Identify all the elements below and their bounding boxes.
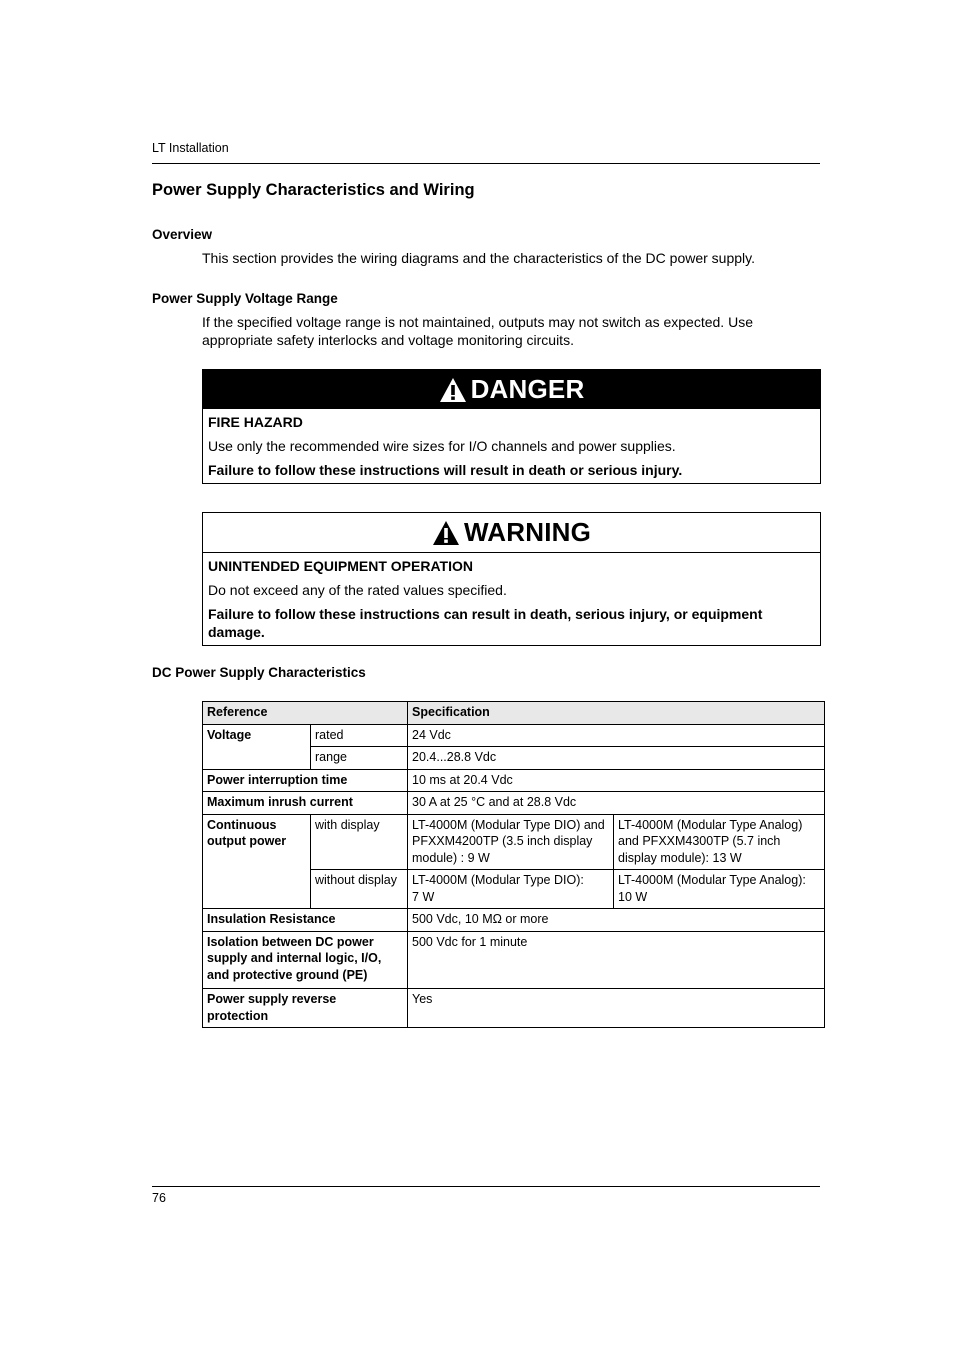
voltage-rated-value: 24 Vdc xyxy=(408,724,825,747)
with-display-dio-line-2: PFXXM4200TP (3.5 inch display xyxy=(412,834,593,848)
table-row xyxy=(203,931,825,989)
without-display-analog-line-2: 10 W xyxy=(618,889,648,904)
without-display-dio-line-2: 7 W xyxy=(412,889,435,904)
reverse-value: Yes xyxy=(408,989,825,1028)
without-display-analog-value xyxy=(614,870,825,909)
inrush-value: 30 A at 25 °C and at 28.8 Vdc xyxy=(408,792,825,815)
warning-consequence xyxy=(208,605,815,641)
col-reference: Reference xyxy=(203,702,408,725)
warning-header xyxy=(203,513,820,553)
table-row xyxy=(203,792,825,815)
danger-hazard-title: FIRE HAZARD xyxy=(208,414,303,430)
isolation-label-line-1: Isolation between DC power xyxy=(207,934,374,949)
danger-header xyxy=(203,370,820,409)
warning-triangle-icon xyxy=(432,520,460,546)
warning-label: WARNING xyxy=(463,517,592,547)
table-row xyxy=(203,989,825,1028)
danger-text: Use only the recommended wire sizes for I/O channels and power supplies. xyxy=(208,438,676,454)
isolation-label-line-3: and protective ground (PE) xyxy=(207,967,368,982)
warning-hazard-title: UNINTENDED EQUIPMENT OPERATION xyxy=(208,558,473,574)
with-display-label: with display xyxy=(311,814,408,870)
interruption-label: Power interruption time xyxy=(203,769,408,792)
insulation-value: 500 Vdc, 10 MΩ or more xyxy=(408,909,825,932)
warning-triangle-icon xyxy=(439,377,467,403)
page-number: 76 xyxy=(152,1191,166,1205)
continuous-label-line-1: Continuous xyxy=(207,817,277,832)
with-display-dio-line-1: LT-4000M (Modular Type DIO) and xyxy=(412,817,605,832)
dc-characteristics-heading: DC Power Supply Characteristics xyxy=(152,665,366,680)
insulation-label: Insulation Resistance xyxy=(203,909,408,932)
page-title: Power Supply Characteristics and Wiring xyxy=(152,181,475,199)
col-specification: Specification xyxy=(408,702,825,725)
footer-rule xyxy=(152,1186,820,1187)
continuous-label-line-2: output power xyxy=(207,834,287,848)
with-display-dio-value xyxy=(408,814,614,870)
with-display-dio-line-3: module) : 9 W xyxy=(412,850,490,865)
header-rule xyxy=(152,163,820,164)
table-row xyxy=(203,909,825,932)
reverse-label-line-1: Power supply reverse xyxy=(207,992,337,1006)
danger-box xyxy=(202,369,821,484)
voltage-range-text xyxy=(202,313,812,349)
table-row xyxy=(203,769,825,792)
voltage-range-line-2: appropriate safety interlocks and voltage monitoring circuits. xyxy=(202,332,574,348)
danger-label: DANGER xyxy=(470,374,585,404)
with-display-analog-line-3: display module): 13 W xyxy=(618,850,742,865)
table-header-row xyxy=(203,702,825,725)
inrush-label: Maximum inrush current xyxy=(203,792,408,815)
warning-consequence-line-1: Failure to follow these instructions can result in death, serious injury, or equipment xyxy=(208,606,763,622)
voltage-range-value: 20.4...28.8 Vdc xyxy=(408,747,825,770)
without-display-dio-value xyxy=(408,870,614,909)
without-display-label: without display xyxy=(311,870,408,909)
with-display-analog-value xyxy=(614,814,825,870)
continuous-label xyxy=(203,814,311,909)
warning-text: Do not exceed any of the rated values specified. xyxy=(208,582,507,598)
overview-heading: Overview xyxy=(152,227,213,242)
voltage-range-line-1: If the specified voltage range is not maintained, outputs may not switch as expected. Use xyxy=(202,314,753,330)
voltage-range-label: range xyxy=(311,747,408,770)
without-display-analog-line-1: LT-4000M (Modular Type Analog): xyxy=(618,873,806,887)
danger-consequence: Failure to follow these instructions will result in death or serious injury. xyxy=(208,462,683,478)
voltage-label: Voltage xyxy=(203,724,311,769)
isolation-label-line-2: supply and internal logic, I/O, xyxy=(207,951,382,965)
warning-box xyxy=(202,512,821,646)
isolation-label xyxy=(203,931,408,989)
table-row xyxy=(203,814,825,870)
with-display-analog-line-1: LT-4000M (Modular Type Analog) xyxy=(618,817,803,832)
warning-consequence-line-2: damage. xyxy=(208,624,265,640)
interruption-value: 10 ms at 20.4 Vdc xyxy=(408,769,825,792)
running-header: LT Installation xyxy=(152,141,229,155)
isolation-value: 500 Vdc for 1 minute xyxy=(408,931,825,989)
reverse-label xyxy=(203,989,408,1028)
voltage-rated-label: rated xyxy=(311,724,408,747)
with-display-analog-line-2: and PFXXM4300TP (5.7 inch xyxy=(618,834,781,848)
reverse-label-line-2: protection xyxy=(207,1008,269,1023)
without-display-dio-line-1: LT-4000M (Modular Type DIO): xyxy=(412,873,584,887)
overview-text: This section provides the wiring diagrams and the characteristics of the DC power supply. xyxy=(202,250,755,266)
voltage-range-heading: Power Supply Voltage Range xyxy=(152,291,338,306)
table-row xyxy=(203,724,825,747)
dc-characteristics-table xyxy=(202,701,825,1028)
